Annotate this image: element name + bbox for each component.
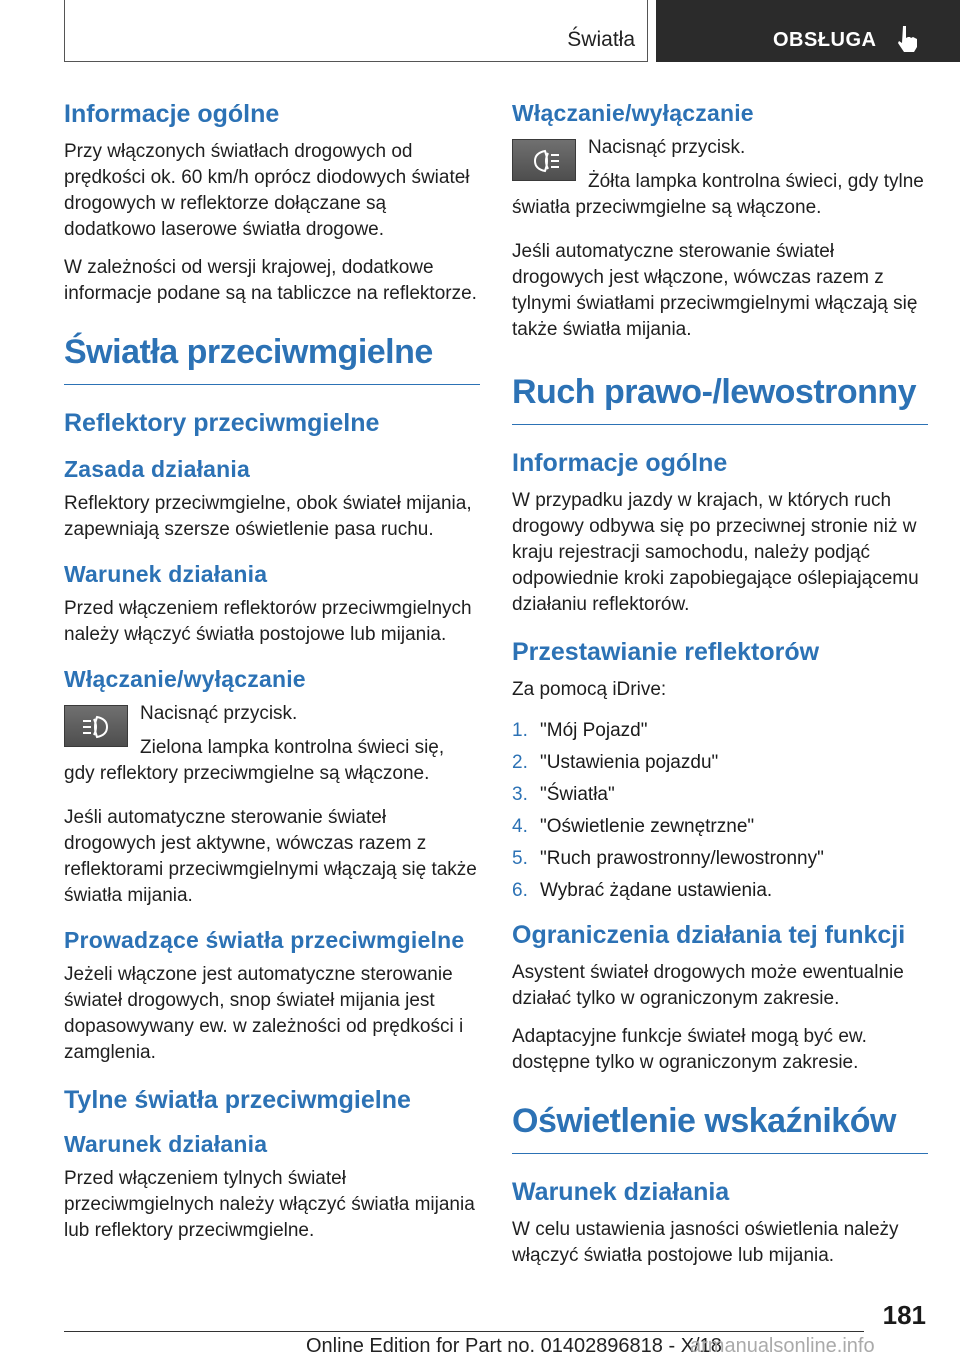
section-heading: Informacje ogólne — [64, 100, 280, 128]
left-column — [64, 100, 480, 1256]
button-instruction — [64, 701, 480, 787]
subsection-heading: Warunek działania — [64, 1131, 268, 1157]
paragraph: Reflektory przeciwmgielne, obok świateł mijania, zapewniają szersze oświetlenie pasa ruchu. — [64, 493, 472, 540]
rear-fog-light-icon — [529, 149, 561, 173]
section-heading: Informacje ogólne — [512, 449, 728, 477]
right-column — [512, 100, 928, 1281]
paragraph: Jeżeli włączone jest automatyczne sterowanie świateł drogowych, snop świateł mijania jest dopasowywany ew. w zależności od prędkości i zamglenia. — [64, 964, 464, 1063]
edition-note: Online Edition for Part no. 01402896818 - X/18 — [306, 1335, 722, 1357]
section-heading: Tylne światła przeciwmgielne — [64, 1086, 411, 1114]
section-tab-label: OBSŁUGA — [773, 29, 877, 51]
section-heading: Reflektory przeciwmgielne — [64, 409, 380, 437]
list-item: 1. "Mój Pojazd" — [512, 720, 648, 741]
section-heading: Przestawianie reflektorów — [512, 638, 820, 666]
front-fog-light-button — [64, 705, 128, 747]
paragraph: Adaptacyjne funkcje świateł mogą być ew. dostępne tylko w ograniczonym zakresie. — [512, 1026, 867, 1073]
steps-list — [512, 715, 928, 907]
paragraph: Za pomocą iDrive: — [512, 679, 667, 700]
paragraph: Przy włączonych światłach drogowych od prędkości ok. 60 km/h oprócz diodowych świateł drogowych w reflektorze dołączane są dodatkowo laserowe światła drogowe. — [64, 141, 470, 240]
page-number: 181 — [882, 1300, 926, 1330]
paragraph: Nacisnąć przycisk. — [140, 703, 298, 724]
button-instruction — [512, 135, 928, 221]
list-item: 4. "Oświetlenie zewnętrzne" — [512, 816, 755, 837]
paragraph: Nacisnąć przycisk. — [588, 137, 746, 158]
chapter-title: Światła — [567, 28, 635, 51]
pointing-hand-icon — [894, 24, 920, 54]
section-tab[interactable] — [656, 0, 960, 62]
paragraph: Żółta lampka kontrolna świeci, gdy tylne światła przeciwmgielne są włączone. — [512, 171, 924, 218]
paragraph: Jeśli automatyczne sterowanie świateł drogowych jest aktywne, wówczas razem z reflektorami przeciwmgielnymi włączają się także światła mijania. — [64, 807, 477, 906]
paragraph: Asystent świateł drogowych może ewentualnie działać tylko w ograniczonym zakresie. — [512, 962, 904, 1009]
paragraph: Zielona lampka kontrolna świeci się, gdy reflektory przeciwmgielne są włączone. — [64, 737, 445, 784]
paragraph: Przed włączeniem tylnych świateł przeciwmgielnych należy włączyć światła mijania lub reflektory przeciwmgielne. — [64, 1168, 475, 1241]
paragraph: Przed włączeniem reflektorów przeciwmgielnych należy włączyć światła postojowe lub mijania. — [64, 598, 472, 645]
header-chapter-box — [64, 0, 648, 62]
list-item: 2. "Ustawienia pojazdu" — [512, 752, 719, 773]
front-fog-light-icon — [81, 715, 113, 739]
paragraph: Jeśli automatyczne sterowanie świateł drogowych jest włączone, wówczas razem z tylnymi światłami przeciwmgielnymi włączają się także światła mijania. — [512, 241, 918, 340]
section-heading: Ograniczenia działania tej funkcji — [512, 921, 906, 949]
rear-fog-light-button — [512, 139, 576, 181]
watermark: armanualsonline.info — [690, 1335, 875, 1357]
list-item: 3. "Światła" — [512, 784, 615, 805]
subsection-heading: Włączanie/wyłączanie — [512, 100, 754, 126]
paragraph: W przypadku jazdy w krajach, w których ruch drogowy odbywa się po przeciwnej stronie niż w kraju rejestracji samochodu, należy podjąć odpowiednie kroki zapobiegające oślepiającemu działaniu reflektorów. — [512, 490, 919, 615]
subsection-heading: Warunek działania — [64, 561, 268, 587]
chapter-heading: Światła przeciwmgielne — [64, 333, 480, 385]
chapter-heading: Ruch prawo-/lewostronny — [512, 373, 928, 425]
chapter-heading: Oświetlenie wskaźników — [512, 1102, 928, 1154]
subsection-heading: Zasada działania — [64, 456, 250, 482]
list-item: 6. Wybrać żądane ustawienia. — [512, 880, 773, 901]
list-item: 5. "Ruch prawostronny/lewostronny" — [512, 848, 824, 869]
paragraph: W celu ustawienia jasności oświetlenia należy włączyć światła postojowe lub mijania. — [512, 1219, 899, 1266]
footer-divider — [64, 1331, 864, 1332]
section-heading: Warunek działania — [512, 1178, 730, 1206]
subsection-heading: Włączanie/wyłączanie — [64, 666, 306, 692]
paragraph: W zależności od wersji krajowej, dodatkowe informacje podane są na tabliczce na reflektorze. — [64, 257, 477, 304]
subsection-heading: Prowadzące światła przeciwmgielne — [64, 927, 465, 953]
